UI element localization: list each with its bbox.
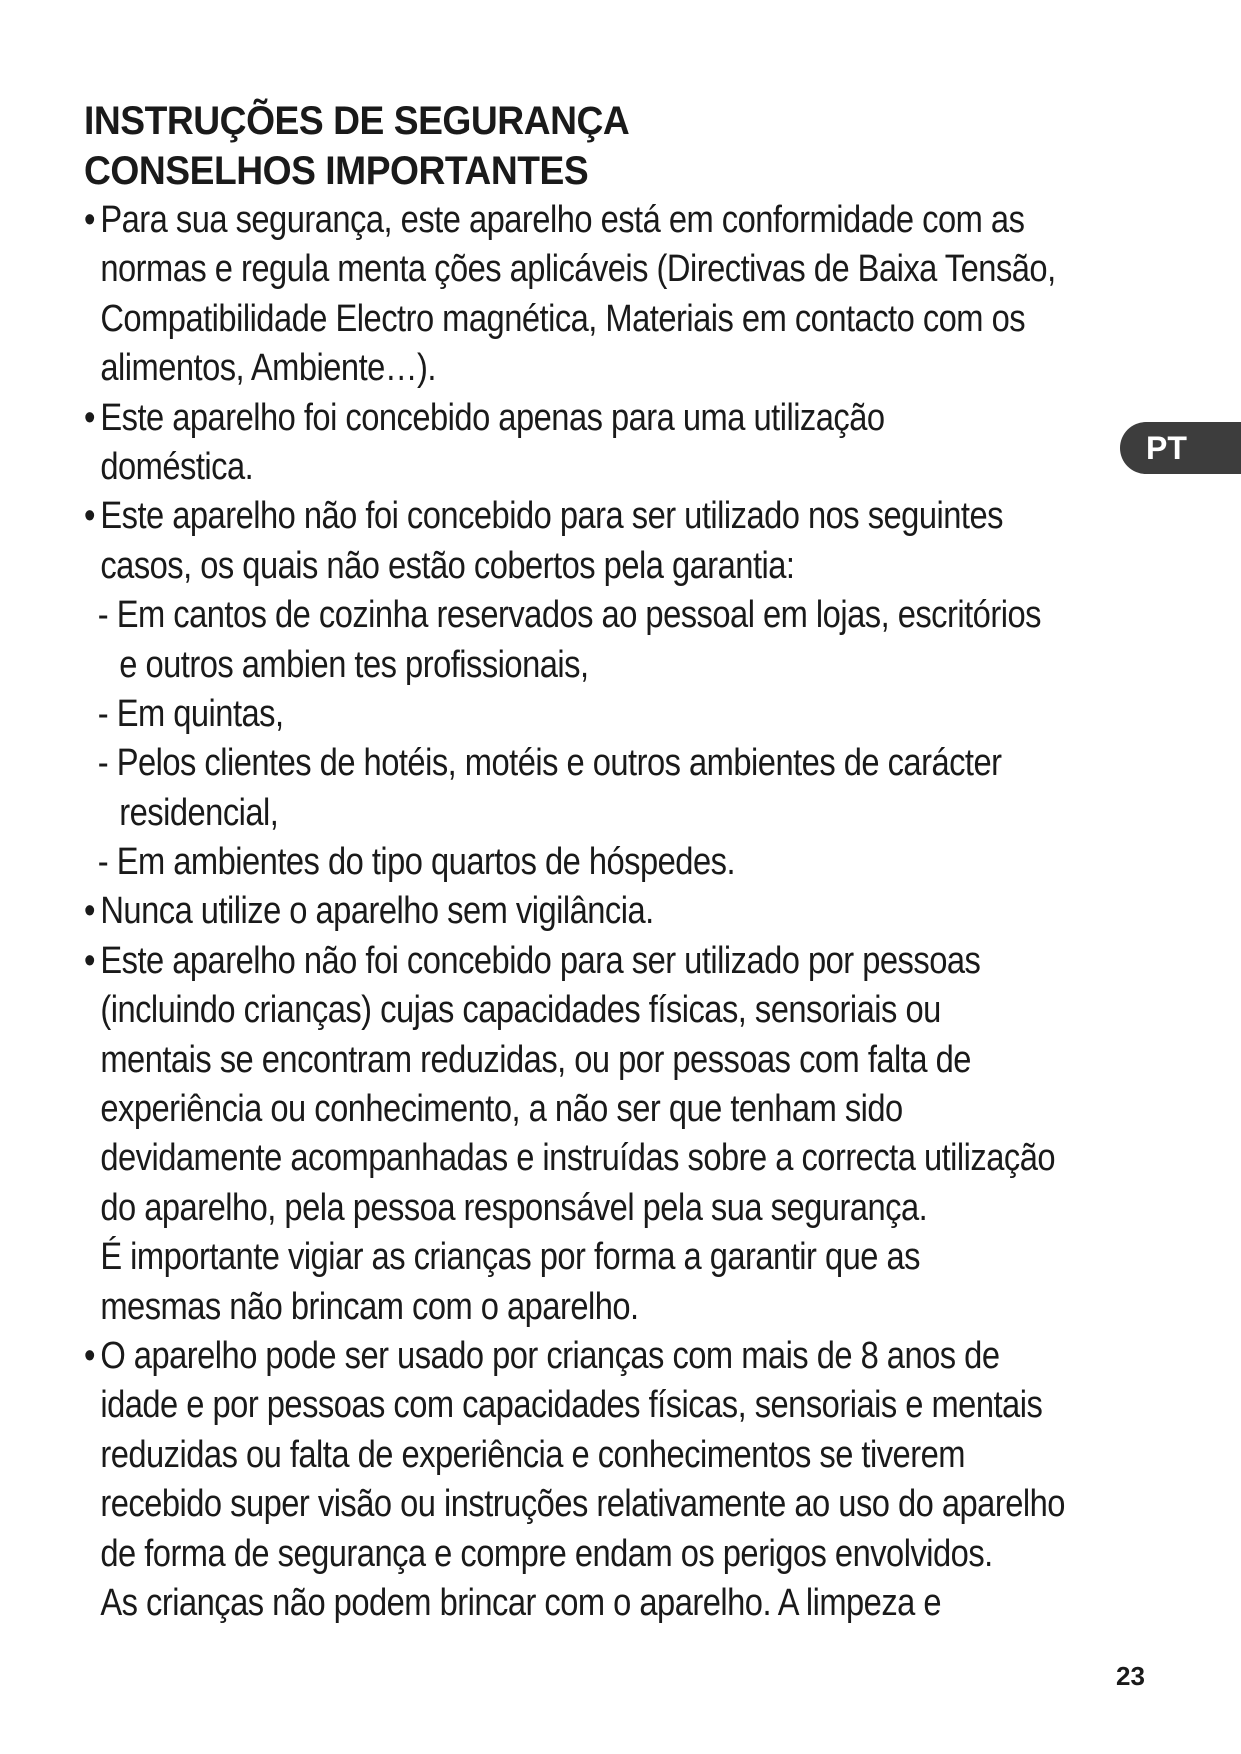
text-line: experiência ou conhecimento, a não ser que tenham sido: [100, 1088, 903, 1131]
text-line: alimentos, Ambiente…).: [100, 347, 436, 390]
bullet-text: Este aparelho não foi concebido para ser utilizado por pessoas: [100, 939, 981, 982]
text-line: É importante vigiar as crianças por forma a garantir que as: [100, 1236, 920, 1279]
safety-instructions-body: [84, 196, 1204, 1628]
text-line: doméstica.: [100, 445, 254, 488]
bullet-item: [84, 394, 1047, 443]
bullet-item: [84, 492, 1047, 541]
text-line: residencial,: [119, 791, 279, 834]
text-line: reduzidas ou falta de experiência e conhecimentos se tiverem: [100, 1433, 965, 1476]
text-line: de forma de segurança e compre endam os perigos envolvidos.: [100, 1532, 993, 1575]
sub-item: - Pelos clientes de hotéis, motéis e outros ambientes de carácter: [97, 742, 1002, 785]
bullet-item: [84, 196, 1047, 245]
text-line: devidamente acompanhadas e instruídas sobre a correcta utilização: [100, 1137, 1056, 1180]
text-line: do aparelho, pela pessoa responsável pela sua segurança.: [100, 1186, 928, 1229]
text-line: e outros ambien tes profissionais,: [119, 643, 589, 686]
bullet-icon: •: [84, 396, 95, 439]
bullet-icon: •: [84, 1334, 95, 1377]
bullet-icon: •: [84, 939, 95, 982]
bullet-text: Este aparelho não foi concebido para ser utilizado nos seguintes: [100, 495, 1003, 538]
sub-item: - Em quintas,: [97, 692, 284, 735]
bullet-text: Nunca utilize o aparelho sem vigilância.: [100, 890, 654, 933]
title-line-2: CONSELHOS IMPORTANTES: [84, 149, 589, 193]
text-line: normas e regula menta ções aplicáveis (Directivas de Baixa Tensão,: [100, 248, 1056, 291]
bullet-icon: •: [84, 199, 95, 241]
text-line: casos, os quais não estão cobertos pela garantia:: [100, 544, 795, 587]
bullet-text: Para sua segurança, este aparelho está em conformidade com as: [100, 199, 1025, 241]
bullet-item: [84, 887, 1047, 936]
text-line: Compatibilidade Electro magnética, Materiais em contacto com os: [100, 297, 1026, 340]
text-line: idade e por pessoas com capacidades físicas, sensoriais e mentais: [100, 1384, 1043, 1427]
language-tab: PT: [1120, 422, 1241, 474]
bullet-item: [84, 937, 1047, 986]
page-heading: [84, 96, 1084, 196]
title-line-1: INSTRUÇÕES DE SEGURANÇA: [84, 99, 630, 143]
page-number: 23: [1116, 1661, 1145, 1691]
bullet-text: O aparelho pode ser usado por crianças com mais de 8 anos de: [100, 1334, 1000, 1377]
sub-item: - Em cantos de cozinha reservados ao pessoal em lojas, escritórios: [97, 594, 1041, 637]
text-line: mentais se encontram reduzidas, ou por pessoas com falta de: [100, 1038, 971, 1081]
text-line: (incluindo crianças) cujas capacidades físicas, sensoriais ou: [100, 989, 941, 1032]
bullet-icon: •: [84, 890, 95, 933]
sub-item: - Em ambientes do tipo quartos de hóspedes.: [97, 841, 736, 884]
bullet-text: Este aparelho foi concebido apenas para uma utilização: [100, 396, 885, 439]
bullet-icon: •: [84, 495, 95, 538]
text-line: mesmas não brincam com o aparelho.: [100, 1285, 639, 1328]
bullet-item: [84, 1332, 1047, 1381]
text-line: As crianças não podem brincar com o aparelho. A limpeza e: [100, 1581, 942, 1624]
text-line: recebido super visão ou instruções relativamente ao uso do aparelho: [100, 1483, 1065, 1526]
